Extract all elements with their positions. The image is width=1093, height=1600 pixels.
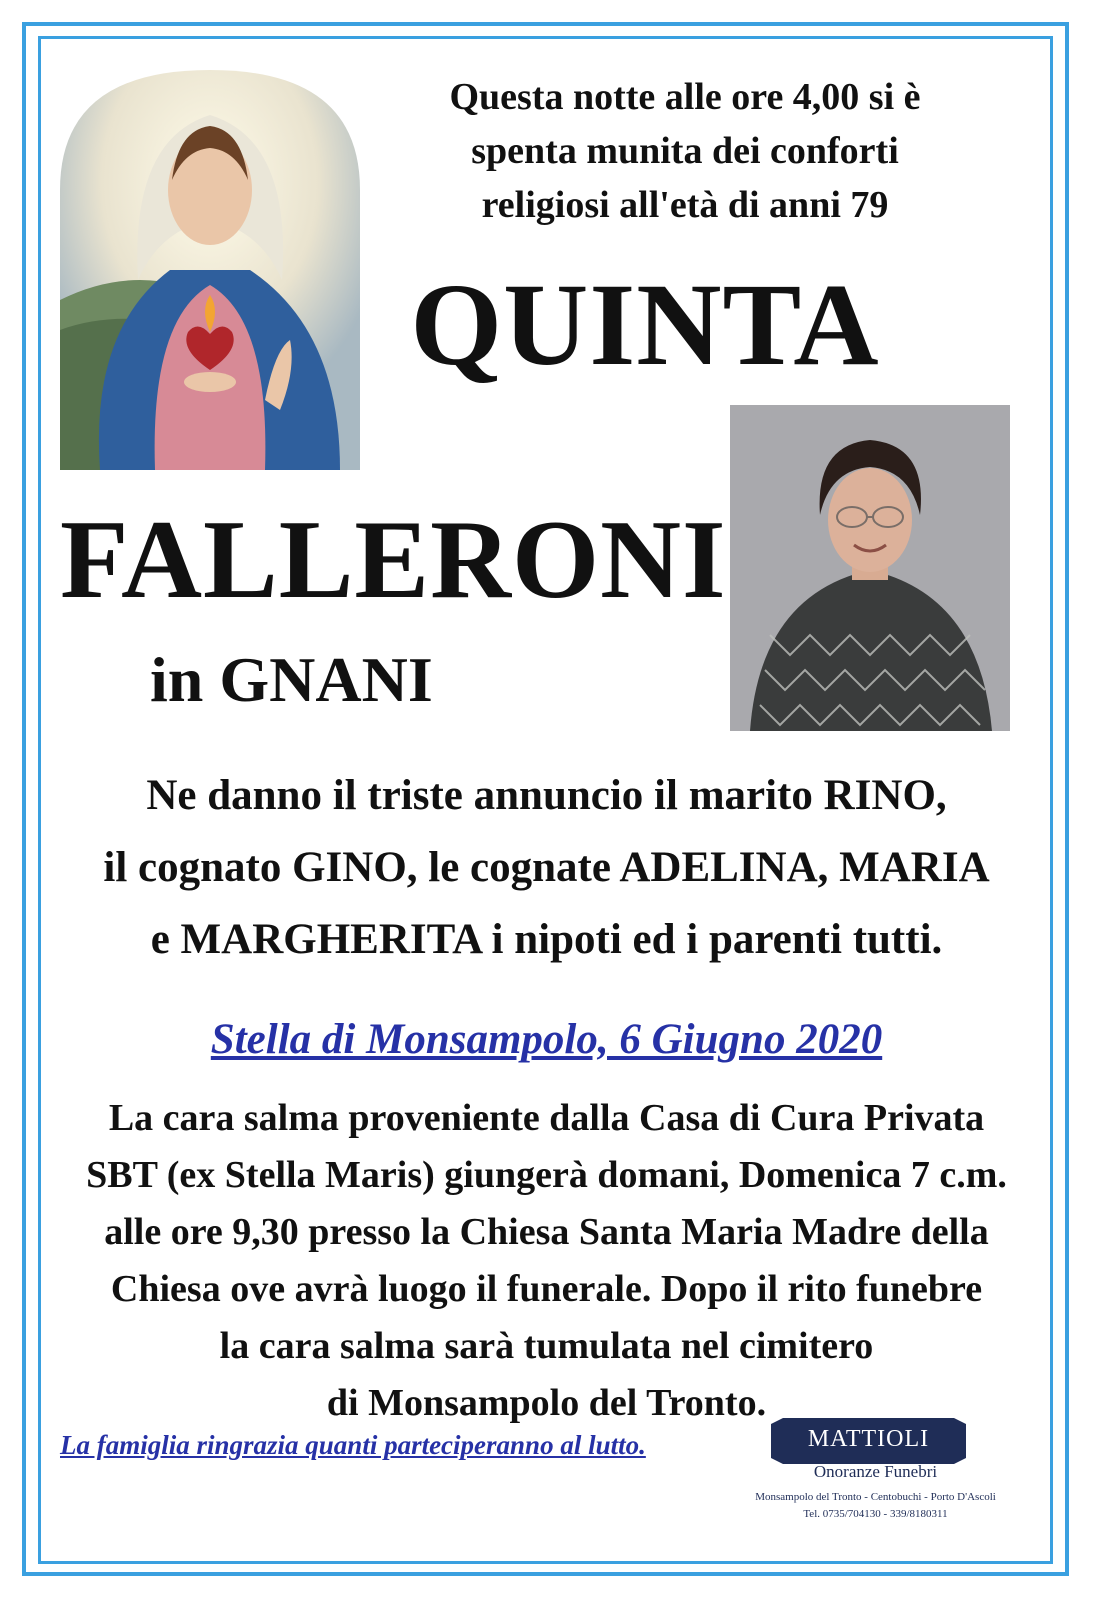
funeral-line: Chiesa ove avrà luogo il funerale. Dopo il rito funebre [110, 1268, 983, 1310]
announcement-line: il cognato GINO, le cognate ADELINA, MARIA [103, 844, 990, 891]
funeral-home-subtitle: Onoranze Funebri [813, 1462, 938, 1481]
intro-text [380, 70, 990, 232]
funeral-line: alle ore 9,30 presso la Chiesa Santa Maria Madre della [104, 1211, 989, 1253]
funeral-details [40, 1090, 1053, 1432]
family-thanks: La famiglia ringrazia quanti parteciperanno al lutto. [60, 1430, 646, 1460]
intro-line: Questa notte alle ore 4,00 si è [449, 76, 921, 118]
funeral-line: di Monsampolo del Tronto. [326, 1382, 767, 1424]
funeral-home-logo [733, 1410, 1018, 1570]
place-and-date: Stella di Monsampolo, 6 Giugno 2020 [210, 1016, 883, 1063]
funeral-home-name: MATTIOLI [807, 1426, 930, 1452]
intro-line: religiosi all'età di anni 79 [481, 184, 889, 226]
family-announcement [40, 760, 1053, 976]
intro-line: spenta munita dei conforti [471, 130, 899, 172]
funeral-line: La cara salma proveniente dalla Casa di Cura Privata [108, 1097, 985, 1139]
announcement-line: e MARGHERITA i nipoti ed i parenti tutti. [150, 916, 943, 963]
funeral-home-address: Monsampolo del Tronto - Centobuchi - Porto D'Ascoli [755, 1491, 996, 1503]
funeral-home-phone: Tel. 0735/704130 - 339/8180311 [803, 1508, 948, 1520]
funeral-line: la cara salma sarà tumulata nel cimitero [219, 1325, 874, 1367]
married-name: in GNANI [150, 644, 433, 715]
funeral-line: SBT (ex Stella Maris) giungerà domani, Domenica 7 c.m. [86, 1154, 1007, 1196]
deceased-surname: FALLERONI [60, 498, 727, 622]
announcement-line: Ne danno il triste annuncio il marito RINO, [146, 772, 947, 819]
madonna-image [60, 70, 360, 470]
deceased-first-name: QUINTA [410, 259, 880, 390]
portrait-photo [730, 405, 1010, 731]
